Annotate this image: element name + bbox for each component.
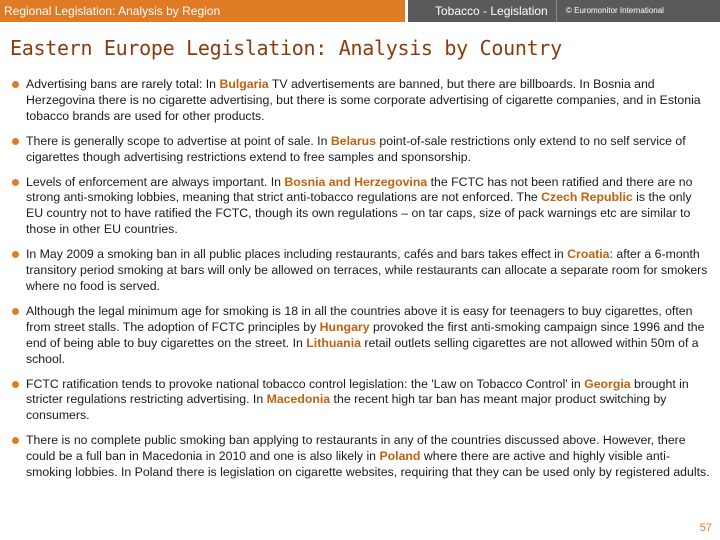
bullet-text: point-of-sale restrictions only extend to no self service of cigarettes though advertising restrictions extend to free samples and sponsorship. xyxy=(26,133,686,164)
bullet-dot-icon xyxy=(12,81,19,88)
bullet-item xyxy=(10,247,710,295)
bullet-text: brought in stricter regulations restricting advertising. In xyxy=(26,376,689,407)
country-highlight: Bulgaria xyxy=(219,77,269,91)
bullet-dot-icon xyxy=(12,308,19,315)
bullet-item xyxy=(10,377,710,425)
country-highlight: Macedonia xyxy=(266,392,331,407)
bullet-text: FCTC ratification tends to provoke national tobacco control legislation: the 'Law on Tobacco Control' in xyxy=(26,376,585,391)
country-highlight: Bosnia and Herzegovina xyxy=(284,174,428,189)
bullet-text: Levels of enforcement are always important. In xyxy=(26,174,285,189)
bullet-text: where there are active and highly visible anti-smoking lobbies. In Poland there is legislation on cigarette websites, requiring that they can be used only by registered adults. xyxy=(26,449,710,480)
country-highlight: Lithuania xyxy=(306,335,361,350)
bullet-text: retail outlets selling cigarettes are not allowed within 50m of a school. xyxy=(26,335,699,366)
bullet-text: the recent high tar ban has meant major product switching by consumers. xyxy=(26,392,667,423)
bullet-dot-icon xyxy=(12,138,19,145)
bullet-item xyxy=(10,134,710,166)
bullet-text: Advertising bans are rarely total: In xyxy=(26,77,220,91)
bullet-item xyxy=(10,77,710,125)
bullet-item xyxy=(10,304,710,368)
bullet-dot-icon xyxy=(12,437,19,444)
country-highlight: Croatia xyxy=(567,247,610,262)
bullet-item xyxy=(10,433,710,481)
country-highlight: Poland xyxy=(379,449,421,464)
bullet-text: provoked the first anti-smoking campaign since 1996 and the end of being able to buy cigarettes on the street. In xyxy=(26,319,705,350)
bullet-text: TV advertisements are banned, but there are billboards. In Bosnia and Herzegovina there is no cigarette advertising, but there is some corporate advertising of cigarette companies, and in Estonia tobacco brands are used for other products. xyxy=(26,77,701,123)
section-title: Regional Legislation: Analysis by Region xyxy=(0,0,405,22)
bullet-text: is the only EU country not to have ratified the FCTC, though its own regulations – on tar caps, size of pack warnings etc are similar to those in other EU countries. xyxy=(26,190,692,237)
topic-label: Tobacco - Legislation xyxy=(408,0,556,22)
bullet-text: In May 2009 a smoking ban in all public places including restaurants, cafés and bars takes effect in xyxy=(26,247,568,262)
bullet-text: Although the legal minimum age for smoking is 18 in all the countries above it is easy for teenagers to buy cigarettes, often from street stalls. The adoption of FCTC principles by xyxy=(26,303,693,334)
bullet-text: There is no complete public smoking ban applying to restaurants in any of the countries discussed above. However, there could be a full ban in Macedonia in 2010 and one is also likely in xyxy=(26,433,686,464)
bullet-dot-icon xyxy=(12,251,19,258)
bullet-text: There is generally scope to advertise at point of sale. In xyxy=(26,133,331,148)
header-bar xyxy=(0,0,720,22)
page-title: Eastern Europe Legislation: Analysis by Country xyxy=(10,36,562,60)
bullet-text: the FCTC has not been ratified and there are no strong anti-smoking lobbies, meaning that strict anti-tobacco regulations are not enforced. The xyxy=(26,174,693,205)
bullet-dot-icon xyxy=(12,179,19,186)
bullet-item xyxy=(10,175,710,239)
copyright-notice: © Euromonitor International xyxy=(556,0,720,22)
bullet-dot-icon xyxy=(12,381,19,388)
page-number: 57 xyxy=(699,522,712,534)
bullet-text: : after a 6-month transitory period smoking at bars will only be allowed on terraces, while restaurants can allocate a separate room for smokers where no food is served. xyxy=(26,247,708,293)
country-highlight: Georgia xyxy=(584,376,631,391)
country-highlight: Hungary xyxy=(319,319,370,334)
country-highlight: Czech Republic xyxy=(541,190,633,205)
country-highlight: Belarus xyxy=(330,133,376,148)
bullet-list xyxy=(10,77,710,490)
